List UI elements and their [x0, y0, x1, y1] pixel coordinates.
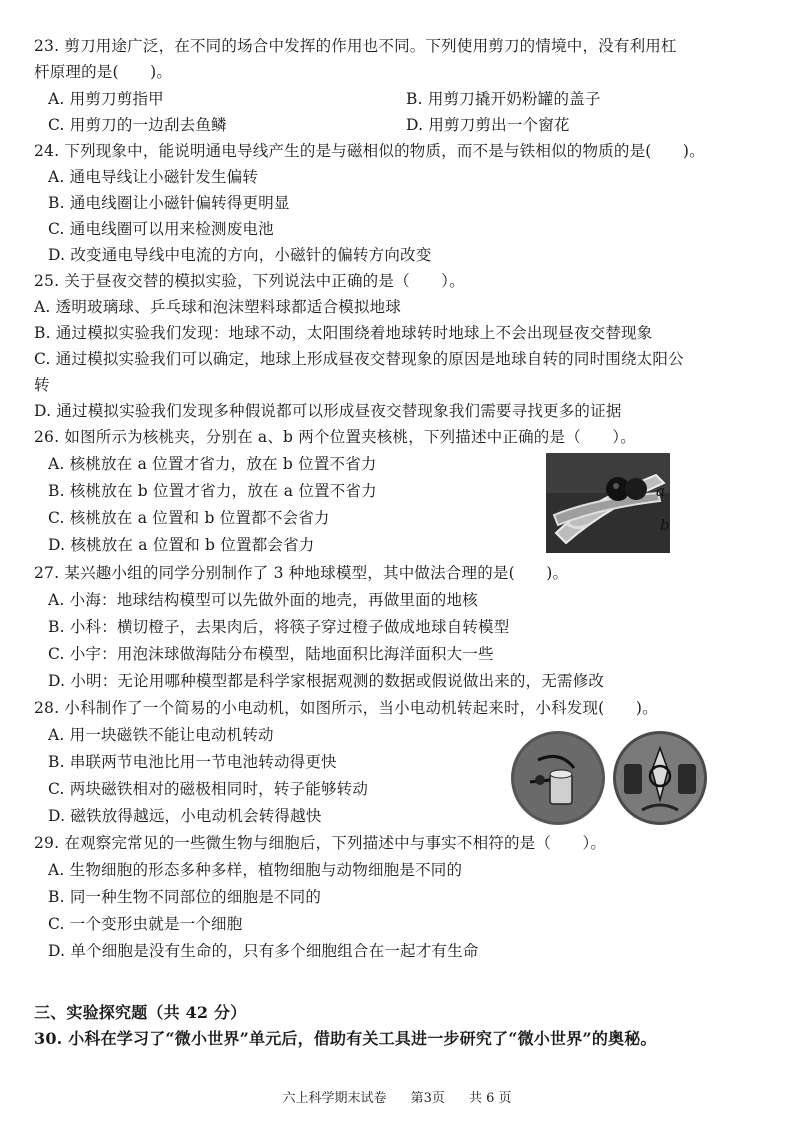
q29-stem: 29. 在观察完常见的一些微生物与细胞后，下列描述中与事实不相符的是（ ）。	[34, 834, 607, 852]
q23-stem-line2: 杆原理的是( )。	[34, 63, 173, 81]
q27-stem: 27. 某兴趣小组的同学分别制作了 3 种地球模型，其中做法合理的是( )。	[34, 564, 569, 582]
q28-option-a: A. 用一块磁铁不能让电动机转动	[48, 726, 274, 744]
q26-option-b: B. 核桃放在 b 位置才省力，放在 a 位置不省力	[48, 482, 377, 500]
q23-option-d: D. 用剪刀剪出一个窗花	[406, 116, 570, 134]
q25-option-c-line2: 转	[34, 376, 50, 394]
section-3-title: 三、实验探究题（共 42 分）	[34, 1003, 247, 1022]
footer-page-number: 第3页	[410, 1091, 445, 1106]
q25-option-d: D. 通过模拟实验我们发现多种假说都可以形成昼夜交替现象我们需要寻找更多的证据	[34, 402, 622, 420]
q27-option-a: A. 小海：地球结构模型可以先做外面的地壳，再做里面的地核	[48, 591, 478, 609]
motor-photo-1	[510, 730, 606, 826]
q26-option-a: A. 核桃放在 a 位置才省力，放在 b 位置不省力	[48, 455, 377, 473]
q28-option-b: B. 串联两节电池比用一节电池转动得更快	[48, 753, 337, 771]
q25-stem: 25. 关于昼夜交替的模拟实验，下列说法中正确的是（ ）。	[34, 272, 465, 290]
footer-exam-title: 六上科学期末试卷	[282, 1091, 387, 1106]
q27-option-b: B. 小科：横切橙子，去果肉后，将筷子穿过橙子做成地球自转模型	[48, 618, 510, 636]
page-footer	[0, 1090, 794, 1108]
q28-option-d: D. 磁铁放得越远，小电动机会转得越快	[48, 807, 322, 825]
q29-option-b: B. 同一种生物不同部位的细胞是不同的	[48, 888, 322, 906]
q29-option-a: A. 生物细胞的形态多种多样，植物细胞与动物细胞是不同的	[48, 861, 463, 879]
q24-option-c: C. 通电线圈可以用来检测废电池	[48, 220, 274, 238]
q24-option-b: B. 通电线圈让小磁针偏转得更明显	[48, 194, 290, 212]
footer-total-pages: 共 6 页	[469, 1091, 512, 1106]
q26-stem: 26. 如图所示为核桃夹，分别在 a、b 两个位置夹核桃，下列描述中正确的是（ ）。	[34, 428, 636, 446]
q24-option-a: A. 通电导线让小磁针发生偏转	[48, 168, 259, 186]
q25-option-b: B. 通过模拟实验我们发现：地球不动，太阳围绕着地球转时地球上不会出现昼夜交替现象	[34, 324, 653, 342]
q23-option-b: B. 用剪刀撬开奶粉罐的盖子	[406, 90, 601, 108]
q28-stem: 28. 小科制作了一个简易的小电动机，如图所示，当小电动机转起来时，小科发现( )。	[34, 699, 658, 717]
walnut-cracker-photo	[546, 453, 670, 553]
q25-option-a: A. 透明玻璃球、乒乓球和泡沫塑料球都适合模拟地球	[34, 298, 402, 316]
q27-option-c: C. 小宇：用泡沫球做海陆分布模型，陆地面积比海洋面积大一些	[48, 645, 494, 663]
q28-option-c: C. 两块磁铁相对的磁极相同时，转子能够转动	[48, 780, 369, 798]
q29-option-c: C. 一个变形虫就是一个细胞	[48, 915, 243, 933]
fig-label-b: b	[660, 516, 670, 534]
motor-photo-2	[612, 730, 708, 826]
q26-option-d: D. 核桃放在 a 位置和 b 位置都会省力	[48, 536, 315, 554]
q30-stem: 30. 小科在学习了“微小世界”单元后，借助有关工具进一步研究了“微小世界”的奥秘。	[34, 1029, 657, 1048]
q24-stem: 24. 下列现象中，能说明通电导线产生的是与磁相似的物质，而不是与铁相似的物质的是( )。	[34, 142, 705, 160]
q23-option-a: A. 用剪刀剪指甲	[48, 90, 164, 108]
q25-option-c-line1: C. 通过模拟实验我们可以确定，地球上形成昼夜交替现象的原因是地球自转的同时围绕太阳公	[34, 350, 684, 368]
q27-option-d: D. 小明：无论用哪种模型都是科学家根据观测的数据或假说做出来的，无需修改	[48, 672, 605, 690]
q24-option-d: D. 改变通电导线中电流的方向，小磁针的偏转方向改变	[48, 246, 432, 264]
fig-label-a: a	[656, 482, 666, 500]
q26-option-c: C. 核桃放在 a 位置和 b 位置都不会省力	[48, 509, 330, 527]
q23-stem-line1: 23. 剪刀用途广泛，在不同的场合中发挥的作用也不同。下列使用剪刀的情境中，没有利用杠	[34, 37, 677, 55]
walnut-cracker-figure	[546, 453, 670, 553]
q23-option-c: C. 用剪刀的一边刮去鱼鳞	[48, 116, 227, 134]
q29-option-d: D. 单个细胞是没有生命的，只有多个细胞组合在一起才有生命	[48, 942, 479, 960]
